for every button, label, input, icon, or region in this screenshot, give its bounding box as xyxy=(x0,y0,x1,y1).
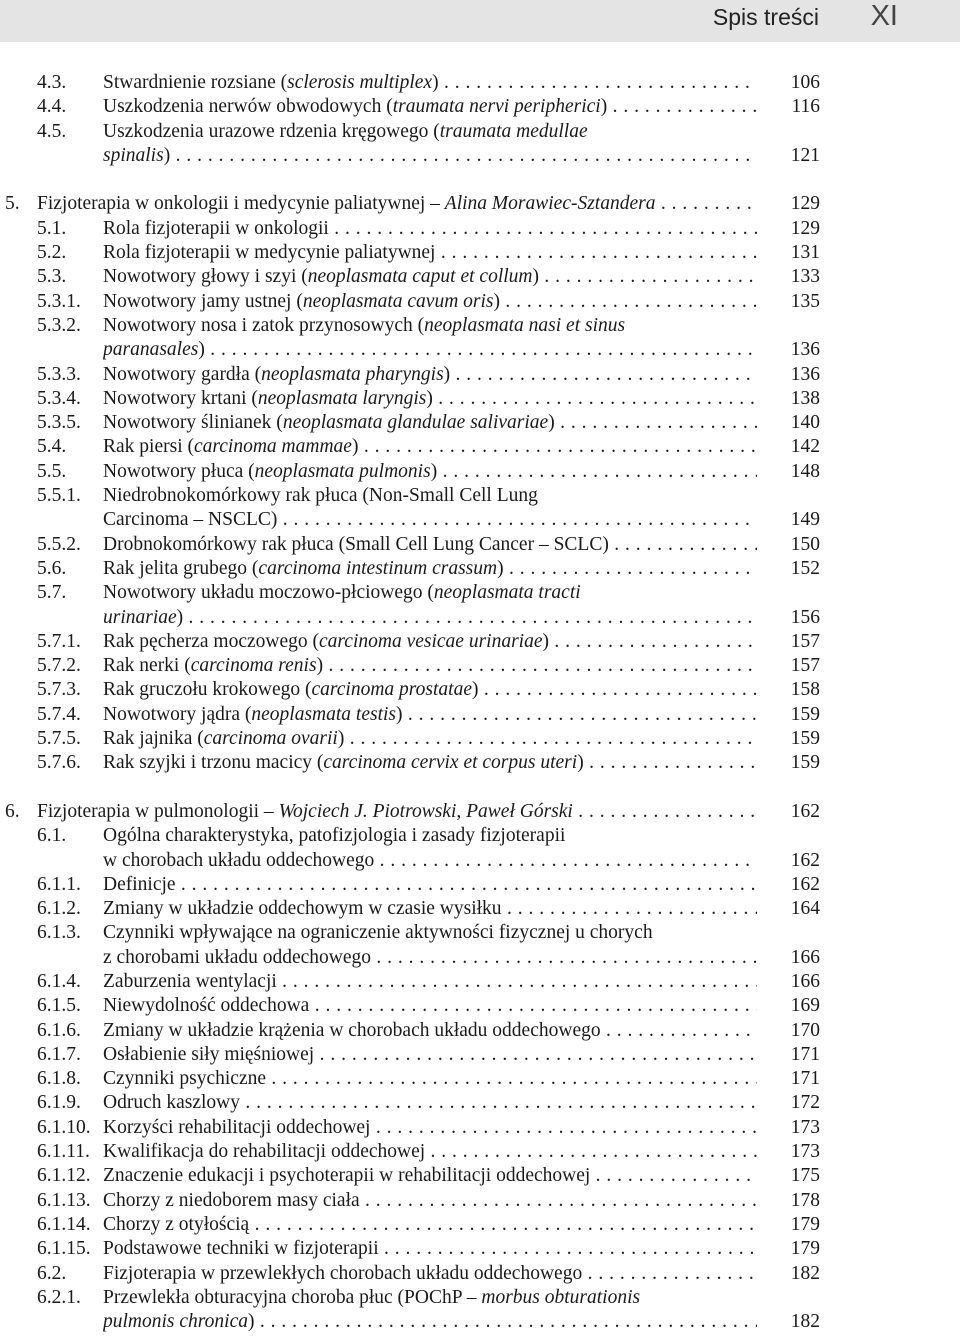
toc-entry xyxy=(0,897,960,921)
toc-entry-number: 6.1.9. xyxy=(37,1092,81,1114)
toc-entry-page: 158 xyxy=(790,679,820,701)
toc-entry-title: urinariae) . . . xyxy=(103,606,757,630)
toc-entry xyxy=(0,703,960,727)
toc-entry-number: 5.5.1. xyxy=(37,485,81,507)
toc-entry-title: Nowotwory jamy ustnej (neoplasmata cavum oris) . . . xyxy=(103,290,757,314)
toc-entry-title: Nowotwory krtani (neoplasmata laryngis) . . . xyxy=(103,387,757,411)
toc-entry-title: Drobnokomórkowy rak płuca (Small Cell Lung Cancer – SCLC) . . . xyxy=(103,533,757,557)
toc-entry xyxy=(0,1019,960,1043)
toc-entry-page: 136 xyxy=(790,363,820,385)
toc-entry xyxy=(0,824,960,848)
toc-entry xyxy=(0,144,960,168)
toc-entry-title: Nowotwory ślinianek (neoplasmata glandulae salivariae) . . . xyxy=(103,411,757,435)
toc-entry xyxy=(0,1164,960,1188)
toc-entry-title: Rak nerki (carcinoma renis) . . . xyxy=(103,654,757,678)
toc-entry-title: Fizjoterapia w onkologii i medycynie paliatywnej – Alina Morawiec-Sztandera . . . xyxy=(37,192,757,216)
toc-entry xyxy=(0,1213,960,1237)
toc-chapter-entry xyxy=(0,192,960,216)
toc-entry-number: 5.3.1. xyxy=(37,290,81,312)
toc-entry-title: spinalis) . . . xyxy=(103,144,757,168)
toc-entry xyxy=(0,1237,960,1261)
toc-entry-title: Rola fizjoterapii w onkologii . . . xyxy=(103,217,757,241)
toc-entry xyxy=(0,508,960,532)
toc-entry xyxy=(0,849,960,873)
toc-entry xyxy=(0,241,960,265)
toc-entry-title: Rak gruczołu krokowego (carcinoma prostatae) . . . xyxy=(103,678,757,702)
toc-entry-number: 6.1.3. xyxy=(37,922,81,944)
toc-entry-number: 6.2. xyxy=(37,1262,67,1284)
toc-entry xyxy=(0,994,960,1018)
toc-entry-number: 5. xyxy=(5,193,20,215)
toc-entry xyxy=(0,120,960,144)
toc-entry xyxy=(0,1140,960,1164)
toc-entry xyxy=(0,1043,960,1067)
toc-entry-page: 159 xyxy=(790,703,820,725)
toc-entry-number: 6.1.4. xyxy=(37,970,81,992)
toc-entry xyxy=(0,217,960,241)
toc-entry xyxy=(0,727,960,751)
toc-entry-title: Zmiany w układzie krążenia w chorobach układu oddechowego . . . xyxy=(103,1019,757,1043)
toc-entry-page: 169 xyxy=(790,995,820,1017)
toc-entry xyxy=(0,411,960,435)
toc-entry-title: Uszkodzenia nerwów obwodowych (traumata nervi peripherici) . . . xyxy=(103,95,757,119)
toc-entry xyxy=(0,533,960,557)
toc-entry-title: Carcinoma – NSCLC) . . . xyxy=(103,508,757,532)
toc-entry xyxy=(0,314,960,338)
toc-entry-page: 178 xyxy=(790,1189,820,1211)
toc-entry-number: 6.2.1. xyxy=(37,1286,81,1308)
toc-entry-title: Przewlekła obturacyjna choroba płuc (POChP – morbus obturationis xyxy=(103,1286,641,1308)
toc-entry xyxy=(0,363,960,387)
toc-entry-page: 150 xyxy=(790,533,820,555)
toc-entry-title: Zaburzenia wentylacji . . . xyxy=(103,970,757,994)
toc-entry-title: Rak jelita grubego (carcinoma intestinum crassum) . . . xyxy=(103,557,757,581)
toc-entry-page: 164 xyxy=(790,898,820,920)
section-gap xyxy=(0,168,960,192)
toc-entry-title: z chorobami układu oddechowego . . . xyxy=(103,946,757,970)
toc-entry-page: 157 xyxy=(790,655,820,677)
toc-entry xyxy=(0,873,960,897)
toc-entry-title: Rak jajnika (carcinoma ovarii) . . . xyxy=(103,727,757,751)
toc-entry-number: 6.1.10. xyxy=(37,1116,91,1138)
toc-entry-page: 166 xyxy=(790,970,820,992)
toc-entry-number: 5.3.2. xyxy=(37,314,81,336)
toc-entry-number: 5.2. xyxy=(37,242,67,264)
toc-entry-title: w chorobach układu oddechowego . . . xyxy=(103,849,757,873)
toc-entry xyxy=(0,678,960,702)
toc-entry-title: Nowotwory gardła (neoplasmata pharyngis) . . . xyxy=(103,363,757,387)
toc-entry-number: 5.3.5. xyxy=(37,412,81,434)
toc-entry xyxy=(0,1189,960,1213)
toc-entry xyxy=(0,921,960,945)
toc-entry-title: Fizjoterapia w przewlekłych chorobach układu oddechowego . . . xyxy=(103,1262,757,1286)
toc-entry-page: 152 xyxy=(790,557,820,579)
toc-entry xyxy=(0,338,960,362)
toc-entry-title: pulmonis chronica) . . . xyxy=(103,1310,757,1334)
toc-entry-number: 5.5.2. xyxy=(37,533,81,555)
toc-entry-page: 142 xyxy=(790,436,820,458)
toc-entry-page: 116 xyxy=(791,96,820,118)
toc-entry-number: 6.1. xyxy=(37,825,67,847)
toc-entry-title: Korzyści rehabilitacji oddechowej . . . xyxy=(103,1116,757,1140)
toc-entry-number: 5.1. xyxy=(37,217,67,239)
toc-entry-title: Rak pęcherza moczowego (carcinoma vesicae urinariae) . . . xyxy=(103,630,757,654)
toc-entry-title: Niewydolność oddechowa . . . xyxy=(103,994,757,1018)
toc-entry-page: 131 xyxy=(790,242,820,264)
toc-chapter-entry xyxy=(0,800,960,824)
toc-entry-page: 182 xyxy=(790,1311,820,1333)
page-header xyxy=(0,0,960,42)
toc-entry-page: 162 xyxy=(790,800,820,822)
toc-entry xyxy=(0,1067,960,1091)
toc-entry-title: Zmiany w układzie oddechowym w czasie wysiłku . . . xyxy=(103,897,757,921)
toc-entry-number: 6.1.8. xyxy=(37,1068,81,1090)
toc-entry-title: Nowotwory układu moczowo-płciowego (neoplasmata tracti xyxy=(103,582,581,604)
toc-entry-title: Czynniki psychiczne . . . xyxy=(103,1067,757,1091)
toc-entry xyxy=(0,435,960,459)
toc-entry xyxy=(0,581,960,605)
toc-entry-number: 4.5. xyxy=(37,120,67,142)
toc-entry-number: 5.7.3. xyxy=(37,679,81,701)
toc-entry xyxy=(0,460,960,484)
toc-entry-page: 162 xyxy=(790,873,820,895)
toc-entry-title: Stwardnienie rozsiane (sclerosis multiplex) . . . xyxy=(103,71,757,95)
toc-entry-number: 4.3. xyxy=(37,72,67,93)
toc-entry-title: Osłabienie siły mięśniowej . . . xyxy=(103,1043,757,1067)
toc-entry-number: 5.7.6. xyxy=(37,752,81,774)
toc-entry-number: 5.7. xyxy=(37,582,67,604)
toc-entry xyxy=(0,265,960,289)
toc-entry-number: 5.5. xyxy=(37,460,67,482)
toc-entry-page: 172 xyxy=(790,1092,820,1114)
toc-entry-page: 159 xyxy=(790,752,820,774)
toc-entry-number: 5.4. xyxy=(37,436,67,458)
toc-entry-page: 157 xyxy=(790,630,820,652)
toc-entry-title: Ogólna charakterystyka, patofizjologia i zasady fizjoterapii xyxy=(103,825,566,847)
toc-entry-number: 5.3.4. xyxy=(37,387,81,409)
toc-entry-page: 171 xyxy=(790,1068,820,1090)
toc-entry-number: 6.1.13. xyxy=(37,1189,91,1211)
toc-entry-number: 6.1.6. xyxy=(37,1019,81,1041)
header-title: Spis treści xyxy=(712,4,819,30)
toc-entry-number: 6.1.12. xyxy=(37,1165,91,1187)
toc-entry-title: Chorzy z otyłością . . . xyxy=(103,1213,757,1237)
toc-entry xyxy=(0,1116,960,1140)
toc-entry-page: 121 xyxy=(790,144,820,166)
toc-entry-title: Podstawowe techniki w fizjoterapii . . . xyxy=(103,1237,757,1261)
toc-entry xyxy=(0,484,960,508)
toc-entry-number: 5.3.3. xyxy=(37,363,81,385)
toc-entry-page: 166 xyxy=(790,946,820,968)
toc-entry-number: 5.7.4. xyxy=(37,703,81,725)
toc-entry-page: 173 xyxy=(790,1116,820,1138)
toc-entry xyxy=(0,751,960,775)
toc-entry-title: Rola fizjoterapii w medycynie paliatywnej . . . xyxy=(103,241,757,265)
toc-entry-page: 175 xyxy=(790,1165,820,1187)
toc-entry xyxy=(0,970,960,994)
toc-entry-title: Odruch kaszlowy . . . xyxy=(103,1091,757,1115)
toc-entry-page: 140 xyxy=(790,412,820,434)
toc-entry xyxy=(0,946,960,970)
toc-entry xyxy=(0,1091,960,1115)
toc-entry-title: Niedrobnokomórkowy rak płuca (Non-Small Cell Lung xyxy=(103,485,538,507)
toc-entry-number: 5.7.1. xyxy=(37,630,81,652)
toc-entry xyxy=(0,557,960,581)
toc-entry xyxy=(0,290,960,314)
toc-entry-page: 135 xyxy=(790,290,820,312)
toc-entry-number: 6. xyxy=(5,800,20,822)
toc-entry-title: Znaczenie edukacji i psychoterapii w rehabilitacji oddechowej . . . xyxy=(103,1164,757,1188)
toc-entry-title: Nowotwory płuca (neoplasmata pulmonis) . . . xyxy=(103,460,757,484)
toc-entry-page: 171 xyxy=(790,1043,820,1065)
toc-entry-number: 5.3. xyxy=(37,266,67,288)
toc-entry-number: 6.1.14. xyxy=(37,1213,91,1235)
toc-entry-number: 6.1.5. xyxy=(37,995,81,1017)
toc-entry-page: 106 xyxy=(790,72,820,93)
toc-entry-title: Czynniki wpływające na ograniczenie aktywności fizycznej u chorych xyxy=(103,922,653,944)
toc-entry-title: Nowotwory jądra (neoplasmata testis) . . . xyxy=(103,703,757,727)
toc-entry-title: Nowotwory głowy i szyi (neoplasmata caput et collum) . . . xyxy=(103,265,757,289)
table-of-contents xyxy=(0,71,960,1334)
toc-entry-page: 149 xyxy=(790,509,820,531)
section-gap xyxy=(0,776,960,800)
toc-entry-title: Definicje . . . xyxy=(103,873,757,897)
toc-entry-page: 159 xyxy=(790,728,820,750)
toc-entry-number: 6.1.15. xyxy=(37,1238,91,1260)
toc-entry xyxy=(0,71,960,95)
toc-entry-page: 138 xyxy=(790,387,820,409)
toc-entry-title: Uszkodzenia urazowe rdzenia kręgowego (traumata medullae xyxy=(103,120,588,142)
toc-entry-number: 5.7.2. xyxy=(37,655,81,677)
toc-entry xyxy=(0,1262,960,1286)
toc-entry-title: paranasales) . . . xyxy=(103,338,757,362)
toc-entry xyxy=(0,1286,960,1310)
toc-entry-page: 162 xyxy=(790,849,820,871)
toc-entry-title: Fizjoterapia w pulmonologii – Wojciech J. Piotrowski, Paweł Górski . . . xyxy=(37,800,757,824)
toc-entry xyxy=(0,654,960,678)
toc-entry xyxy=(0,387,960,411)
header-page-number: XI xyxy=(870,0,898,32)
toc-entry-number: 6.1.1. xyxy=(37,873,81,895)
toc-entry xyxy=(0,95,960,119)
toc-entry-page: 129 xyxy=(790,217,820,239)
toc-entry-page: 136 xyxy=(790,339,820,361)
toc-entry-number: 5.6. xyxy=(37,557,67,579)
toc-entry-page: 179 xyxy=(790,1213,820,1235)
toc-entry-number: 6.1.2. xyxy=(37,898,81,920)
toc-entry-number: 6.1.11. xyxy=(37,1141,90,1163)
toc-entry-number: 6.1.7. xyxy=(37,1043,81,1065)
toc-entry-title: Chorzy z niedoborem masy ciała . . . xyxy=(103,1189,757,1213)
toc-entry xyxy=(0,606,960,630)
toc-entry-page: 179 xyxy=(790,1238,820,1260)
toc-entry-page: 173 xyxy=(790,1141,820,1163)
toc-entry-page: 156 xyxy=(790,606,820,628)
toc-entry xyxy=(0,1310,960,1334)
toc-entry-title: Kwalifikacja do rehabilitacji oddechowej . . . xyxy=(103,1140,757,1164)
toc-entry-page: 133 xyxy=(790,266,820,288)
toc-entry-title: Rak piersi (carcinoma mammae) . . . xyxy=(103,435,757,459)
toc-entry-number: 4.4. xyxy=(37,96,67,118)
toc-entry xyxy=(0,630,960,654)
toc-entry-number: 5.7.5. xyxy=(37,728,81,750)
toc-entry-title: Nowotwory nosa i zatok przynosowych (neoplasmata nasi et sinus xyxy=(103,314,626,336)
toc-entry-title: Rak szyjki i trzonu macicy (carcinoma cervix et corpus uteri) . . . xyxy=(103,751,757,775)
toc-entry-page: 182 xyxy=(790,1262,820,1284)
toc-entry-page: 170 xyxy=(790,1019,820,1041)
toc-entry-page: 148 xyxy=(790,460,820,482)
toc-entry-page: 129 xyxy=(790,193,820,215)
